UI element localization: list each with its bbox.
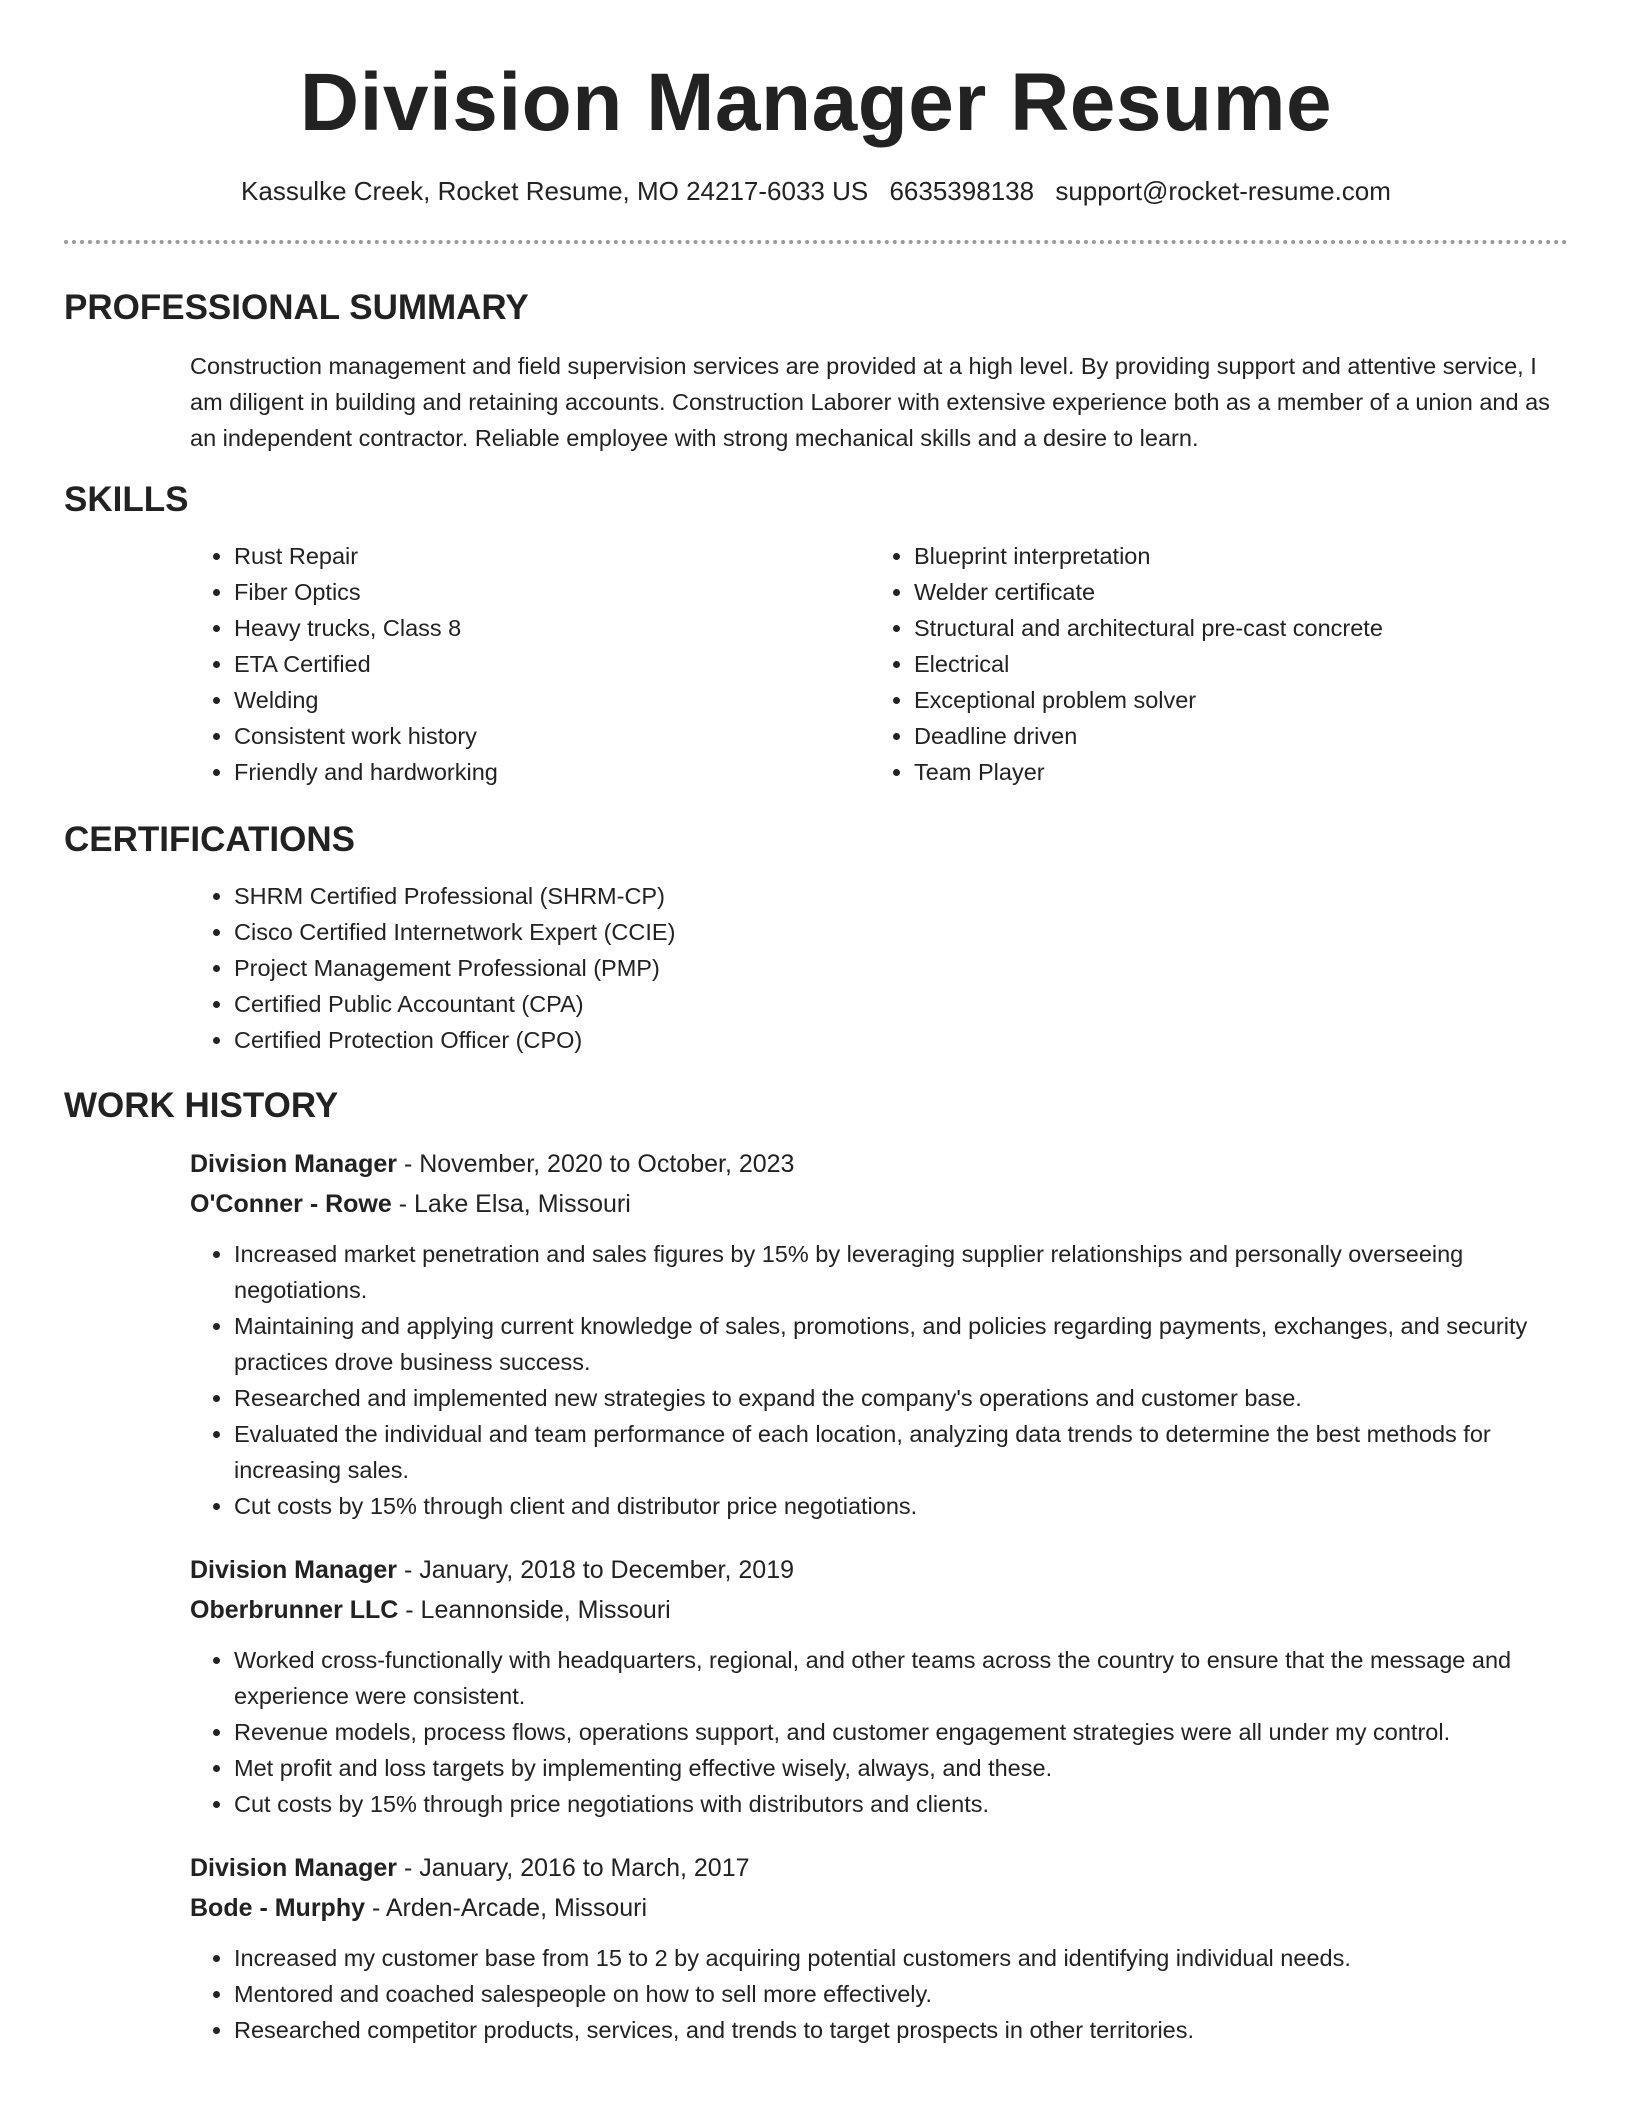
contact-address: Kassulke Creek, Rocket Resume, MO 24217-6033 US [241,176,869,206]
job-dates: - November, 2020 to October, 2023 [397,1150,795,1178]
skill-item: • Fiber Optics [234,574,870,610]
job-dates: - January, 2018 to December, 2019 [397,1556,794,1584]
summary-heading: PROFESSIONAL SUMMARY [64,288,529,327]
certification-item: • SHRM Certified Professional (SHRM-CP) [234,878,1568,914]
job-company: Oberbrunner LLC [190,1596,399,1624]
contact-line [64,176,1568,206]
job-bullet: • Increased my customer base from 15 to 2 by acquiring potential customers and identifying individual needs. [234,1940,1568,1976]
job-bullet: • Cut costs by 15% through price negotiations with distributors and clients. [234,1786,1568,1822]
certification-item: • Certified Public Accountant (CPA) [234,986,1568,1022]
skills-heading: SKILLS [64,480,189,519]
job-bullet: • Mentored and coached salespeople on how to sell more effectively. [234,1976,1568,2012]
certifications-heading: CERTIFICATIONS [64,820,356,859]
skills-section [64,480,1568,790]
header-divider [64,240,1568,244]
summary-section [64,288,1568,456]
job-title-line [190,1144,1568,1184]
job-location: - Arden-Arcade, Missouri [365,1894,648,1922]
work-history-section [64,1086,1568,2048]
job-company: Bode - Murphy [190,1894,365,1922]
certifications-list [190,878,1568,1058]
job-company-line [190,1184,1568,1224]
skill-item: • Consistent work history [234,718,870,754]
job-bullet: • Increased market penetration and sales figures by 15% by leveraging supplier relationships and personally overseeing negotiations. [234,1236,1568,1308]
job-bullet: • Revenue models, process flows, operations support, and customer engagement strategies were all under my control. [234,1714,1568,1750]
skill-item: • Exceptional problem solver [914,682,1550,718]
skill-item: • ETA Certified [234,646,870,682]
skill-item: • Friendly and hardworking [234,754,870,790]
skills-column-left [190,538,870,790]
job-company-line [190,1888,1568,1928]
job-dates: - January, 2016 to March, 2017 [397,1854,750,1882]
job-entry [190,1144,1568,1524]
work-history-heading: WORK HISTORY [64,1086,339,1125]
skill-item: • Team Player [914,754,1550,790]
job-company-line [190,1590,1568,1630]
job-bullet: • Worked cross-functionally with headquarters, regional, and other teams across the country to ensure that the message and experience were consistent. [234,1642,1568,1714]
job-bullet: • Met profit and loss targets by implementing effective wisely, always, and these. [234,1750,1568,1786]
skill-item: • Electrical [914,646,1550,682]
skill-item: • Blueprint interpretation [914,538,1550,574]
certification-item: • Certified Protection Officer (CPO) [234,1022,1568,1058]
resume-title: Division Manager Resume [299,57,1333,148]
skills-grid [190,538,1568,790]
job-entry [190,1848,1568,2048]
resume-page [64,0,1568,2048]
job-location: - Lake Elsa, Missouri [391,1190,631,1218]
certification-item: • Cisco Certified Internetwork Expert (CCIE) [234,914,1568,950]
job-location: - Leannonside, Missouri [398,1596,671,1624]
skill-item: • Deadline driven [914,718,1550,754]
certifications-section [64,820,1568,1058]
job-bullet: • Researched competitor products, services, and trends to target prospects in other territories. [234,2012,1568,2048]
skill-item: • Heavy trucks, Class 8 [234,610,870,646]
certification-item: • Project Management Professional (PMP) [234,950,1568,986]
job-title: Division Manager [190,1854,397,1882]
job-title-line [190,1550,1568,1590]
skills-column-right [870,538,1550,790]
skill-item: • Structural and architectural pre-cast concrete [914,610,1550,646]
skill-item: • Rust Repair [234,538,870,574]
skill-item: • Welder certificate [914,574,1550,610]
contact-phone: 6635398138 [889,176,1035,206]
skill-item: • Welding [234,682,870,718]
job-bullet: • Cut costs by 15% through client and distributor price negotiations. [234,1488,1568,1524]
contact-email: support@rocket-resume.com [1055,176,1391,206]
job-bullet: • Maintaining and applying current knowledge of sales, promotions, and policies regarding payments, exchanges, and security practices drove business success. [234,1308,1568,1380]
job-bullet: • Researched and implemented new strategies to expand the company's operations and customer base. [234,1380,1568,1416]
job-title: Division Manager [190,1150,397,1178]
job-company: O'Conner - Rowe [190,1190,392,1218]
job-title-line [190,1848,1568,1888]
job-entry [190,1550,1568,1822]
job-bullet: • Evaluated the individual and team performance of each location, analyzing data trends to determine the best methods for increasing sales. [234,1416,1568,1488]
summary-text: Construction management and field supervision services are provided at a high level. By providing support and attentive service, I am diligent in building and retaining accounts. Construction Laborer with extensive experience both as a member of a union and as an independent contractor. Reliable employee with strong mechanical skills and a desire to learn. [190,353,1550,451]
job-title: Division Manager [190,1556,397,1584]
